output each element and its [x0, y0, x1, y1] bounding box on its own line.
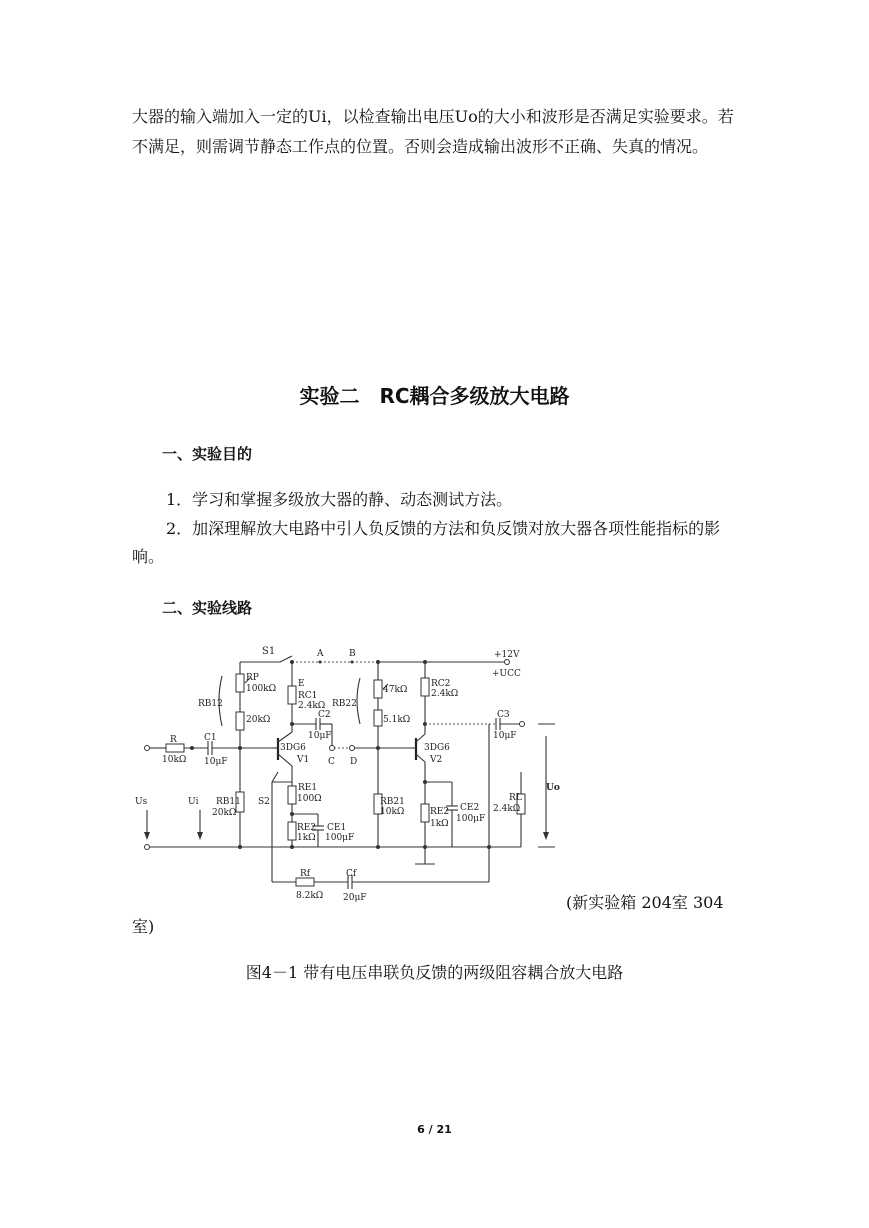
- s2-label: S2: [258, 797, 270, 807]
- t1-type: 3DG6: [280, 743, 306, 753]
- r47-value: 47kΩ: [383, 685, 408, 695]
- ce2-label: CE2: [460, 803, 480, 813]
- uo-label: Uo: [546, 783, 560, 793]
- ce1-value: 100μF: [325, 833, 355, 843]
- re1-label: RE1: [298, 783, 318, 793]
- re2b-value: 1kΩ: [430, 819, 449, 829]
- re1-value: 100Ω: [297, 794, 322, 804]
- intro-paragraph: 大器的输入端加入一定的Ui，以检查输出电压Uo的大小和波形是否满足实验要求。若不满足，则需调节静态工作点的位置。否则会造成输出波形不正确、失真的情况。: [132, 107, 734, 156]
- node-c-label: C: [328, 757, 335, 767]
- t2-type: 3DG6: [424, 743, 450, 753]
- ui-label: Ui: [188, 797, 199, 807]
- rc1-label: RC1: [298, 691, 318, 701]
- s1-label: S1: [262, 646, 276, 657]
- rl-value: 2.4kΩ: [493, 804, 521, 814]
- objective-item-2: 2．加深理解放大电路中引人负反馈的方法和负反馈对放大器各项性能指标的影响。: [132, 519, 721, 566]
- re2a-label: RE2: [297, 823, 317, 833]
- circuit-diagram: [0, 642, 869, 902]
- rb22-label: RB22: [332, 699, 357, 709]
- rl-label: RL: [509, 793, 522, 803]
- lab-room-note: (新实验箱 204室 304: [566, 893, 724, 912]
- rb12-label: RB12: [198, 699, 223, 709]
- rb21-label: RB21: [380, 797, 405, 807]
- c3-value: 10μF: [493, 731, 517, 741]
- c1-value: 10μF: [204, 757, 228, 767]
- rb12-value: 20kΩ: [246, 715, 271, 725]
- r51-value: 5.1kΩ: [383, 715, 411, 725]
- objective-item-1: 1．学习和掌握多级放大器的静、动态测试方法。: [166, 490, 513, 509]
- rf-label: Rf: [300, 869, 311, 879]
- re2b-label: RE2: [430, 807, 450, 817]
- cf-label: Cf: [346, 869, 357, 879]
- ce1-label: CE1: [327, 823, 347, 833]
- ucc-label: +UCC: [492, 669, 521, 679]
- rc2-label: RC2: [431, 679, 451, 689]
- figure-caption: 图4－1 带有电压串联负反馈的两级阻容耦合放大电路: [245, 963, 624, 982]
- lab-room-note-cont: 室): [132, 917, 155, 936]
- rf-value: 8.2kΩ: [296, 891, 324, 901]
- rc1-value: 2.4kΩ: [298, 701, 326, 711]
- rc2-value: 2.4kΩ: [431, 689, 459, 699]
- rb11-label: RB11: [216, 797, 241, 807]
- ce2-value: 100μF: [456, 814, 486, 824]
- c2-label: C2: [318, 710, 331, 720]
- r-label: R: [170, 735, 177, 745]
- node-b-label: B: [349, 649, 356, 659]
- rb21-value: 10kΩ: [380, 807, 405, 817]
- rp-label: RP: [246, 673, 259, 683]
- re2a-value: 1kΩ: [297, 833, 316, 843]
- page-number: 6 / 21: [417, 1123, 452, 1136]
- us-label: Us: [135, 797, 148, 807]
- cf-value: 20μF: [343, 893, 367, 902]
- r-value: 10kΩ: [162, 755, 187, 765]
- node-e-label: E: [298, 679, 305, 689]
- section-heading-objectives: 一、实验目的: [162, 445, 253, 463]
- page-title: 实验二 RC耦合多级放大电路: [299, 384, 570, 408]
- vcc-label: +12V: [494, 650, 520, 660]
- c1-label: C1: [204, 733, 217, 743]
- c3-label: C3: [497, 710, 510, 720]
- rb11-value: 20kΩ: [212, 808, 237, 818]
- rp-value: 100kΩ: [246, 684, 277, 694]
- t1-name: V1: [297, 755, 310, 765]
- node-d-label: D: [350, 757, 358, 767]
- node-a-label: A: [317, 649, 324, 659]
- c2-value: 10μF: [308, 731, 332, 741]
- t2-name: V2: [430, 755, 443, 765]
- section-heading-circuit: 二、实验线路: [162, 599, 253, 617]
